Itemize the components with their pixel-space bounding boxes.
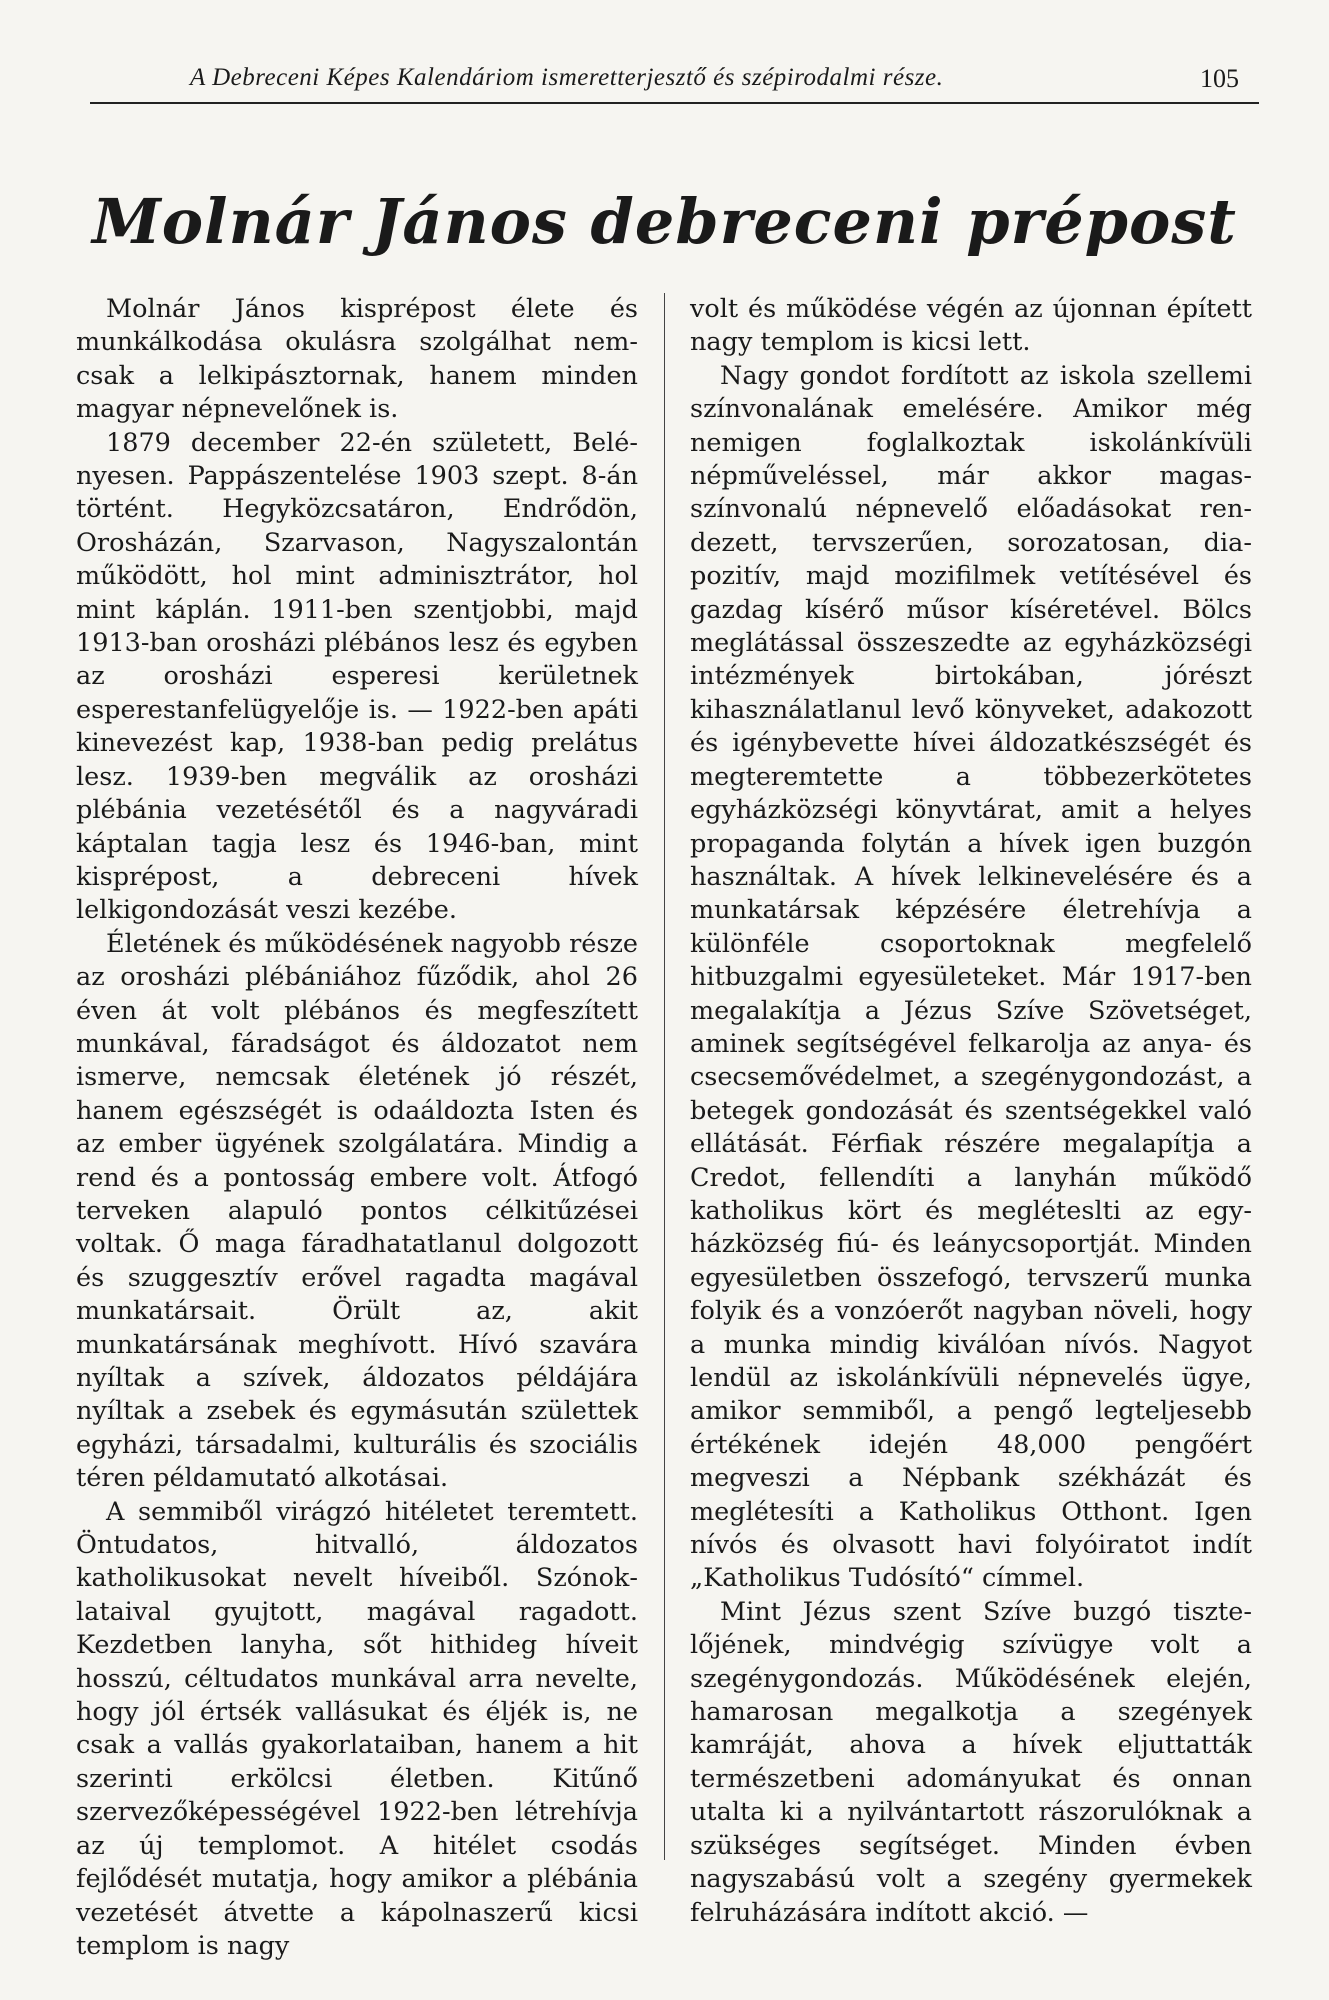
page-number: 105 (1200, 64, 1239, 93)
paragraph: A semmiből virágzó hitéletet teremtett. Öntudatos, hitvalló, áldozatos katholikusokat nevelt híveiből. Szónoklataival gyujtott, magával ragadott. Kezdetben lanyha, sőt hithideg híveit hosszú, céltudatos munkával arra nevelte, hogy jól értsék vallásukat és éljék is, ne csak a vallás gyakorlataiban, hanem a hit szerinti erkölcsi életben. Kitűnő szervezőképességével 1922-ben létrehívja az új templomot. A hitélet csodás fejlődését mutatja, hogy amikor a plébánia vezetését átvette a kápolnaszerű kicsi templom is nagy (76, 1496, 638, 1961)
left-column (76, 293, 638, 1963)
paragraph: 1879 december 22-én született, Belényesen. Pappászentelése 1903 szept. 8-án történt. Hegyközcsatáron, Endrődön, Orosházán, Szarvason, Nagyszalontán működött, hol mint adminisztrátor, hol mint káplán. 1911-ben szentjobbi, majd 1913-ban orosházi plébános lesz és egyben az orosházi esperesi kerületnek esperestanfelügyelője is. — 1922-ben apáti kinevezést kap, 1938-ban pedig prelátus lesz. 1939-ben megválik az orosházi plébánia vezetésétől és a nagyváradi káptalan tagja lesz és 1946-ban, mint kisprépost, a debreceni hívek lelkigondozását veszi kezébe. (76, 427, 638, 926)
column-divider (664, 293, 665, 1860)
running-header (90, 60, 1259, 104)
paragraph: Mint Jézus szent Szíve buzgó tisztelőjének, mindvégig szívügye volt a szegénygondozás. Működésének elején, hamarosan megalkotja a szegények kamráját, ahova a hívek eljuttatták természetbeni adományukat és onnan utalta ki a nyilvántartott rászorulóknak a szükséges segítséget. Minden évben nagyszabású volt a szegény gyermekek felruházására indított akció. — (690, 1596, 1252, 1928)
running-title: A Debreceni Képes Kalendáriom ismeretterjesztő és szépirodalmi része. (190, 64, 944, 91)
article-title: Molnár János debreceni prépost (92, 185, 1237, 258)
paragraph: Életének és működésének nagyobb része az orosházi plébániához fűződik, ahol 26 éven át volt plébános és megfeszített munkával, fáradságot és áldozatot nem ismerve, nemcsak életének jó részét, hanem egészségét is odaáldozta Isten és az ember ügyének szolgálatára. Mindig a rend és a pontosság embere volt. Átfogó terveken alapuló pontos célkitűzései voltak. Ő maga fáradhatatlanul dolgozott és szuggesztív erővel ragadta magával munkatársait. Örült az, akit munkatársának meghívott. Hívó szavára nyíltak a szívek, áldozatos példájára nyíltak a zsebek és egymásután születtek egyházi, társadalmi, kulturális és szociális téren példamutató alkotásai. (76, 928, 638, 1494)
paragraph: Nagy gondot fordított az iskola szellemi színvonalának emelésére. Amikor még nemigen foglalkoztak iskolánkívüli népműveléssel, már akkor magasszínvonalú népnevelő előadásokat rendezett, tervszerűen, sorozatosan, diapozitív, majd mozifilmek vetítésével és gazdag kísérő műsor kíséretével. Bölcs meglátással összeszedte az egyházközségi intézmények birtokában, jórészt kihasználatlanul levő könyveket, adakozott és igénybevette hívei áldozatkészségét és megteremtette a többezerkötetes egyházközségi könyvtárat, amit a helyes propaganda folytán a hívek igen buzgón használtak. A hívek lelkinevelésére és a munkatársak képzésére életrehívja a különféle csoportoknak megfelelő hitbuzgalmi egyesületeket. Már 1917-ben megalakítja a Jézus Szíve Szövetséget, aminek segítségével felkarolja az anya- és csecsemővédelmet, a szegénygondozást, a betegek gondozását és szentségekkel való ellátását. Férfiak részére megalapítja a Credot, fellendíti a lanyhán működő katholikus kört és megléteslti az egyházközség fiú- és leánycsoportját. Minden egyesületben összefogó, tervszerű munka folyik és a vonzóerőt nagyban növeli, hogy a munka mindig kiválóan nívós. Nagyot lendül az iskolánkívüli népnevelés ügye, amikor semmiből, a pengő legteljesebb értékének idején 48,000 pengőért megveszi a Népbank székházát és meglétesíti a Katholikus Otthont. Igen nívós és olvasott havi folyóiratot indít „Katholikus Tudósító“ címmel. (690, 360, 1252, 1594)
paragraph: volt és működése végén az újonnan épített nagy templom is kicsi lett. (690, 294, 1252, 358)
right-column (690, 293, 1252, 1930)
paragraph: Molnár János kisprépost élete és munkálkodása okulásra szolgálhat nemcsak a lelkipásztornak, hanem minden magyar népnevelőnek is. (76, 294, 638, 425)
